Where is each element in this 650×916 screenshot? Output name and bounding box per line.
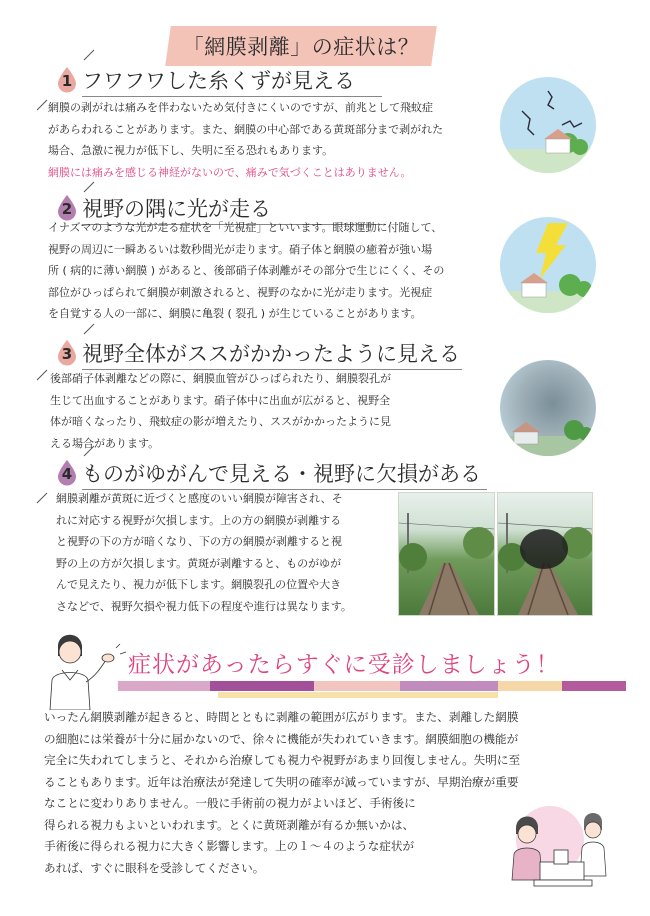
section-4-body [56,488,386,617]
body-line: あれば、すぐに眼科を受診してください。 [44,860,265,875]
body-line: 網膜剥離が黄斑に近づくと感度のいい網膜が障害され、そ [56,492,343,505]
body-line: 後部硝子体剥離などの際に、網膜血管がひっぱられたり、網膜裂孔が [50,372,391,385]
cta-heading: 症状があったらすぐに受診しましょう！ [128,652,560,678]
body-line: れに対応する視野が欠損します。上の方の網膜が剥離する [56,513,342,527]
section-number: 4 [61,465,73,483]
nurse-illustration [40,626,130,710]
body-line: 所 ( 病的に薄い網膜 ) があると、後部硝子体剥離がその部分で生じにくく、その [48,264,445,277]
water-drop-icon [56,67,78,93]
railway-photo-distorted [497,492,593,616]
body-line: える場合があります。 [50,436,160,450]
body-line: 手術後に得られる視力に大きく影響します。上の１～４のような症状が [44,839,415,853]
body-line: 網膜の剥がれは痛みを伴わないため気付きにくいのですが、前兆として飛蚊症 [48,101,433,114]
body-line: なことに変わりありません。一般に手術前の視力がよいほど、手術後に [44,796,416,810]
section-2-body [48,217,488,325]
body-line: 生じて出血することがあります。硝子体中に出血が広がると、視野全 [50,393,391,407]
page-title: 「網膜剥離」の症状は？ [182,35,420,59]
body-line: さなどで、視野欠損や視力低下の程度や進行は異なります。 [56,599,352,613]
slash-mark-icon [36,369,48,381]
decorative-stripe [218,692,498,698]
body-line: イナズマのような光が走る症状を「光視症」といいます。眼球運動に付随して、 [48,221,443,234]
body-line: んで見えたり、視力が低下します。網膜裂孔の位置や大き [56,578,342,591]
slash-mark-icon [83,323,95,335]
body-line: 野の上の方が欠損します。黄斑が剥離すると、ものがゆが [56,556,342,570]
body-line: と視野の下の方が暗くなり、下の方の網膜が剥離すると視 [56,535,342,548]
body-line: 視野の周辺に一瞬あるいは数秒間光が走ります。硝子体と網膜の癒着が強い場 [48,242,433,256]
slash-mark-icon [36,99,48,111]
body-line: ることもあります。近年は治療法が発達して失明の確率が減っていますが、早期治療が重要 [44,774,519,789]
floaters-illustration [500,77,596,173]
body-line: 場合、急激に視力が低下し、失明に至る恐れもあります。 [48,144,334,157]
railway-photo-normal [398,492,495,616]
section-heading-text: フワフワした糸くずが見える [82,69,355,93]
slash-mark-icon [83,445,95,457]
section-3-body [50,368,450,454]
section-heading-text: 視野全体がススがかかったように見える [82,342,460,366]
section-number: 1 [61,72,73,90]
slash-mark-icon [36,492,48,504]
body-line: 体が暗くなったり、飛蚊症の影が増えたり、ススがかかったように見 [50,415,391,428]
body-line: の細胞には栄養が十分に届かないので、徐々に機能が失われていきます。網膜細胞の機能が [44,731,519,746]
section-heading-text: ものがゆがんで見える・視野に欠損がある [82,462,481,486]
section-number: 3 [61,345,73,363]
body-line: があらわれることがあります。また、網膜の中心部である黄斑部分まで剥がれた [48,122,444,136]
body-line: 部位がひっぱられて網膜が刺激されると、視野のなかに光が走ります。光視症 [48,285,433,299]
lightning-flash-illustration [500,217,596,313]
body-line: いったん網膜剥離が起きると、時間とともに剥離の範囲が広がります。また、剥離した網膜 [44,710,519,724]
section-heading-text: 視野の隅に光が走る [82,197,271,221]
body-line: 完全に失われてしまうと、それから治療しても視力や視野があまり回復しません。失明に至 [44,753,521,767]
highlight-note: 網膜には痛みを感じる神経がないので、痛みで気づくことはありません。 [48,165,412,179]
section-1-body [48,97,488,183]
body-line: を自覚する人の一部に、網膜に亀裂 ( 裂孔 ) が生じていることがあります。 [48,307,422,320]
body-line: 得られる視力もよいといわれます。とくに黄斑剥離が有るか無いかは、 [44,817,415,832]
water-drop-icon [56,460,78,486]
section-number: 2 [61,200,73,218]
slash-mark-icon [83,181,95,193]
eye-exam-illustration [498,800,618,900]
slash-mark-icon [83,49,95,61]
water-drop-icon [56,340,78,366]
sooty-vision-illustration [500,360,596,456]
